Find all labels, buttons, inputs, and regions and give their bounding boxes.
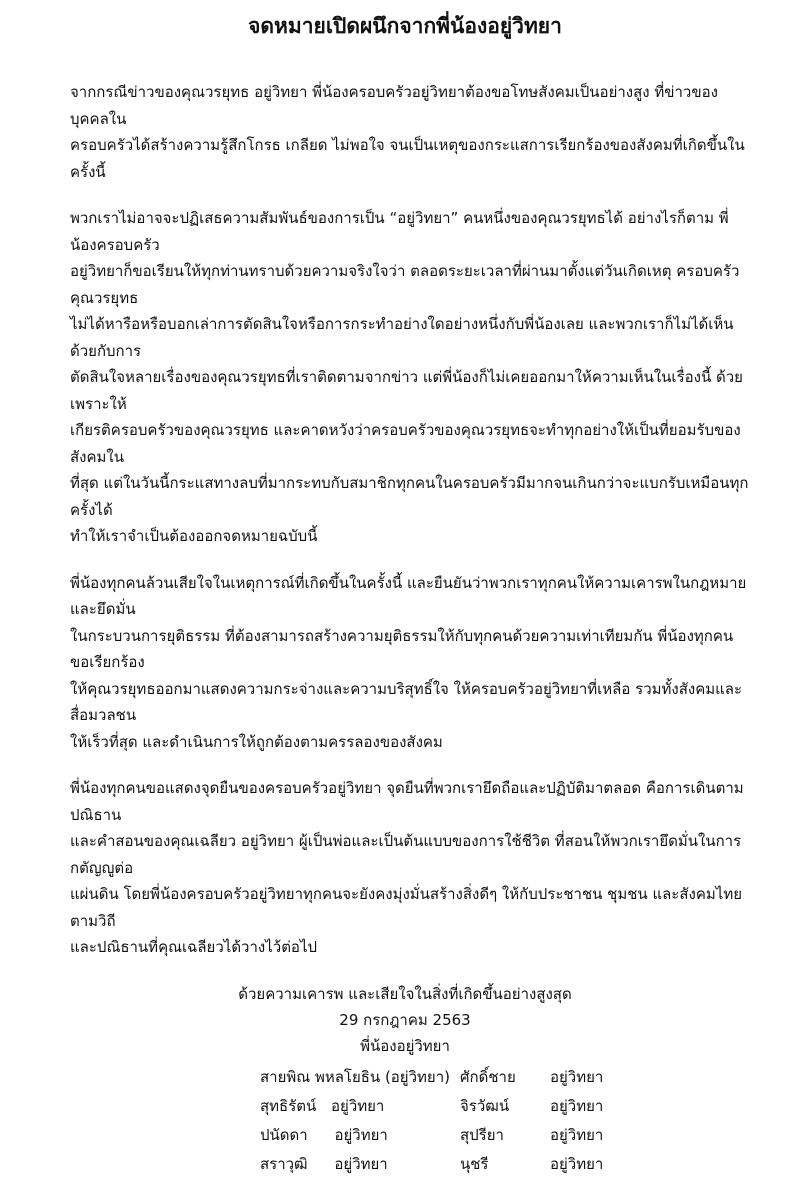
signatory-first-name: นุชรี	[460, 1154, 489, 1173]
closing-date: 29 กรกฎาคม 2563	[339, 1010, 471, 1029]
signatory	[260, 1063, 460, 1092]
signatory-first-name: จิรวัฒน์	[460, 1096, 510, 1115]
signatory	[260, 1121, 460, 1150]
letter-title: จดหมายเปิดผนึกจากพี่น้องอยู่วิทยา	[248, 14, 562, 38]
signatory-last-name: อยู่วิทยา	[331, 1096, 385, 1115]
paragraph-4: พี่น้องทุกคนขอแสดงจุดยืนของครอบครัวอยู่วิทยา จุดยืนที่พวกเรายึดถือและปฏิบัติมาตลอด คือการเดินตามปณิธาน และคำสอนของคุณเฉลียว อยู่วิทยา ผู้เป็นพ่อและเป็นต้นแบบของการใช้ชีวิต ที่สอนให้พวกเรายึดมั่นในการกตัญญูต่อ แผ่นดิน โดยพี่น้องครอบครัวอยู่วิทยาทุกคนจะยังคงมุ่งมั่นสร้างสิ่งดีๆ ให้กับประชาชน ชุมชน และสังคมไทย ตามวิถี และปณิธานที่คุณเฉลียวได้วางไว้ต่อไป	[70, 779, 744, 956]
closing-signed-by: พี่น้องอยู่วิทยา	[360, 1036, 450, 1055]
signatory-last-name: พหลโยธิน (อยู่วิทยา)	[314, 1067, 450, 1086]
paragraph-3: พี่น้องทุกคนล้วนเสียใจในเหตุการณ์ที่เกิดขึ้นในครั้งนี้ และยืนยันว่าพวกเราทุกคนให้ความเคารพในกฎหมาย และยึดมั่น ในกระบวนการยุติธรรม ที่ต้องสามารถสร้างความยุติธรรมให้กับทุกคนด้วยความเท่าเทียมกัน พี่น้องทุกคนขอเรียกร้อง ให้คุณวรยุทธออกมาแสดงความกระจ่างและความบริสุทธิ์ใจ ให้ครอบครัวอยู่วิทยาที่เหลือ รวมทั้งสังคมและสื่อมวลชน ให้เร็วที่สุด และดำเนินการให้ถูกต้องตามครรลองของสังคม	[70, 573, 747, 751]
signatory-last-name: อยู่วิทยา	[550, 1154, 604, 1173]
signatory-first-name: ปนัดดา	[260, 1125, 308, 1144]
signatory-first-name: สราวุฒิ	[260, 1154, 308, 1173]
closing-regards: ด้วยความเคารพ และเสียใจในสิ่งที่เกิดขึ้นอย่างสูงสุด	[238, 984, 572, 1003]
signatory-last-name: อยู่วิทยา	[550, 1125, 604, 1144]
signatory	[260, 1092, 460, 1121]
signatory-list	[260, 1063, 750, 1179]
paragraph-2: พวกเราไม่อาจจะปฏิเสธความสัมพันธ์ของการเป็น “อยู่วิทยา” คนหนึ่งของคุณวรยุทธได้ อย่างไรก็ตาม พี่น้องครอบครัว อยู่วิทยาก็ขอเรียนให้ทุกท่านทราบด้วยความจริงใจว่า ตลอดระยะเวลาที่ผ่านมาตั้งแต่วันเกิดเหตุ ครอบครัวคุณวรยุทธ ไม่ได้หารือหรือบอกเล่าการตัดสินใจหรือการกระทำอย่างใดอย่างหนึ่งกับพี่น้องเลย และพวกเราก็ไม่ได้เห็นด้วยกับการ ตัดสินใจหลายเรื่องของคุณวรยุทธที่เราติดตามจากข่าว แต่พี่น้องก็ไม่เคยออกมาให้ความเห็นในเรื่องนี้ ด้วยเพราะให้ เกียรติครอบครัวของคุณวรยุทธ และคาดหวังว่าครอบครัวของคุณวรยุทธจะทำทุกอย่างให้เป็นที่ยอมรับของสังคมใน ที่สุด แต่ในวันนี้กระแสทางลบที่มากระทบกับสมาชิกทุกคนในครอบครัวมีมากจนเกินกว่าจะแบกรับเหมือนทุกครั้งได้ ทำให้เราจำเป็นต้องออกจดหมายฉบับนี้	[70, 209, 749, 545]
closing-block	[60, 981, 750, 1059]
signatory-last-name: อยู่วิทยา	[334, 1125, 388, 1144]
signatory-first-name: ศักดิ์ชาย	[460, 1067, 516, 1086]
signatory-last-name: อยู่วิทยา	[334, 1154, 388, 1173]
signatory-first-name: สายพิณ	[260, 1067, 311, 1086]
signatory	[260, 1150, 460, 1179]
signatory-first-name: สุทธิรัตน์	[260, 1096, 317, 1115]
signatory-last-name: อยู่วิทยา	[550, 1096, 604, 1115]
signatory-last-name: อยู่วิทยา	[550, 1067, 604, 1086]
paragraph-1: จากกรณีข่าวของคุณวรยุทธ อยู่วิทยา พี่น้องครอบครัวอยู่วิทยาต้องขอโทษสังคมเป็นอย่างสูง ที่ข่าวของบุคคลใน ครอบครัวได้สร้างความรู้สึกโกรธ เกลียด ไม่พอใจ จนเป็นเหตุของกระแสการเรียกร้องของสังคมที่เกิดขึ้นในครั้งนี้	[70, 83, 745, 181]
signatory-first-name: สุปรียา	[460, 1125, 504, 1144]
